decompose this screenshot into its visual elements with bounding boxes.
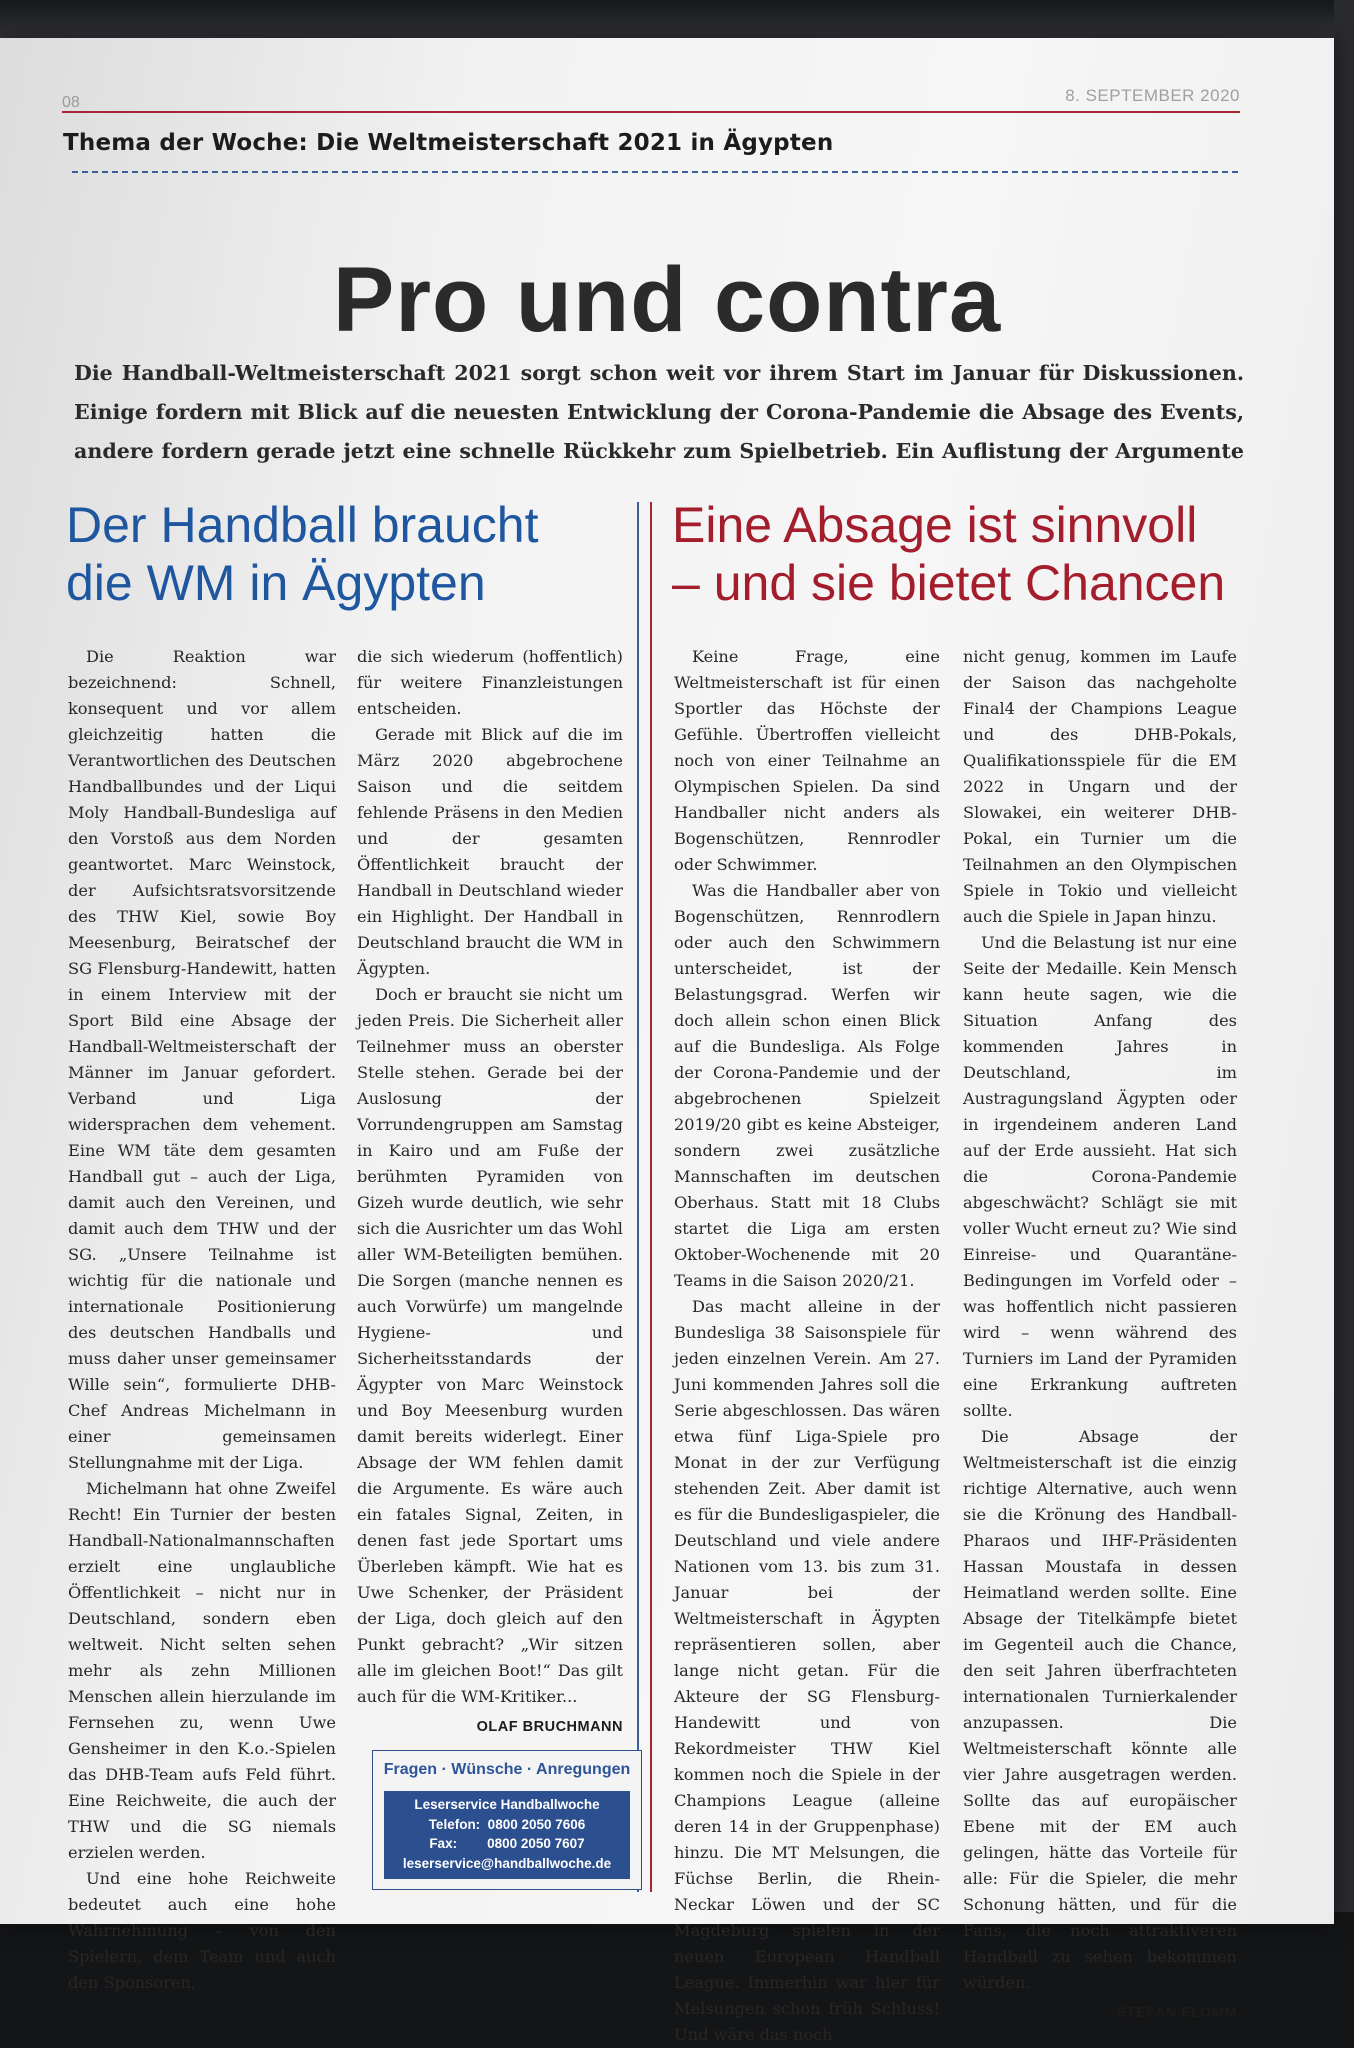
contra-author: STEFAN FLOMM xyxy=(1116,2005,1237,2021)
contra-headline-line: Eine Absage ist sinnvoll xyxy=(672,497,1198,553)
paragraph: Doch er braucht sie nicht um jeden Preis. Die Sicherheit aller Teilnehmer muss an oberster Stelle stehen. Gerade bei der Auslosung der Vorrundengruppen am Samstag in Kairo und am Fuße der berühmten Pyramiden von Gizeh wurde deutlich, wie sehr sich die Ausrichter um das Wohl aller WM-Beteiligten bemühen. Die Sorgen (manche nennen es auch Vorwürfe) um mangelnde Hygiene- und Sicherheitsstandards der Ägypter von Marc Weinstock und Boy Meesenburg wurden damit bereits widerlegt. Einer Absage der WM fehlen damit die Argumente. Es wäre auch ein fatales Signal, Zeiten, in denen fast jede Sportart ums Überleben kämpft. Wie hat es Uwe Schenker, der Präsident der Liga, doch gleich auf den Punkt gebracht? „Wir sitzen alle im gleichen Boot!“ Das gilt auch für die WM-Kritiker... xyxy=(357,985,623,1706)
paragraph: Was die Handballer aber von Bogenschützen, Rennrodlern oder auch den Schwimmern unterscheidet, ist der Belastungsgrad. Werfen wir doch allein schon einen Blick auf die Bundesliga. Als Folge der Corona-Pandemie und der abgebrochenen Spielzeit 2019/20 gibt es keine Absteiger, sondern zwei zusätzliche Mannschaften im deutschen Oberhaus. Statt mit 18 Clubs startet die Liga am ersten Oktober-Wochenende mit 20 Teams in die Saison 2020/21. xyxy=(674,881,940,1290)
reader-service-phone: Telefon: 0800 2050 7606 xyxy=(428,1816,586,1832)
pro-headline xyxy=(66,496,626,612)
contra-column-rule xyxy=(650,502,652,1892)
headline: Pro und contra xyxy=(332,249,1002,351)
issue-date: 8. SEPTEMBER 2020 xyxy=(1065,86,1240,105)
newspaper-page xyxy=(0,38,1334,2044)
monitor-bezel-right xyxy=(1334,0,1354,2048)
contra-headline-line: – und sie bietet Chancen xyxy=(672,555,1226,611)
pro-column-2 xyxy=(357,644,623,1740)
paragraph: Das macht alleine in der Bundesliga 38 Saisonspiele für jeden einzelnen Verein. Am 27. Juni kommenden Jahres soll die Serie abgeschlossen. Das wären etwa fünf Liga-Spiele pro Monat in der zur Verfügung stehenden Zeit. Aber damit ist es für die Bundesligaspieler, die Deutschland und viele andere Nationen vom 13. bis zum 31. Januar bei der Weltmeisterschaft in Ägypten repräsentieren sollen, aber lange nicht getan. Für die Akteure der SG Flensburg-Handewitt und von Rekordmeister THW Kiel kommen noch die Spiele in der Champions League (alleine deren 14 in der Gruppenphase) hinzu. Die MT Melsungen, die Füchse Berlin, die Rhein-Neckar Löwen und der SC Magdeburg spielen in der neuen European Handball League. Immerhin war hier für Melsungen schon früh Schluss! Und wäre das noch xyxy=(674,1297,940,2044)
contra-headline xyxy=(672,496,1262,612)
paragraph: Und die Belastung ist nur eine Seite der Medaille. Kein Mensch kann heute sagen, wie die Situation Anfang des kommenden Jahres in Deutschland, im Austragungsland Ägypten oder in irgendeinem anderen Land auf der Erde aussieht. Hat sich die Corona-Pandemie abgeschwächt? Schlägt sie mit voller Wucht erneut zu? Wie sind Einreise- und Quarantäne-Bedingungen im Vorfeld oder – was hoffentlich nicht passieren wird – wenn während des Turniers im Land der Pyramiden eine Erkrankung auftreten sollte. xyxy=(963,933,1237,1420)
paragraph: nicht genug, kommen im Laufe der Saison das nachgeholte Final4 der Champions League und des DHB-Pokals, Qualifikationsspiele für die EM 2022 in Ungarn und der Slowakei, ein weiterer DHB-Pokal, ein Turnier um die Teilnahmen an den Olympischen Spiele in Tokio und vielleicht auch die Spiele in Japan hinzu. xyxy=(963,647,1237,926)
paragraph: Gerade mit Blick auf die im März 2020 abgebrochene Saison und die seitdem fehlende Präsens in den Medien und der gesamten Öffentlichkeit braucht der Handball in Deutschland wieder ein Highlight. Der Handball in Deutschland braucht die WM in Ägypten. xyxy=(357,725,623,978)
dashed-divider xyxy=(72,171,1238,173)
page-number: 08 xyxy=(62,94,80,111)
pro-author: OLAF BRUCHMANN xyxy=(476,1719,623,1735)
intro-line: Die Handball-Weltmeisterschaft 2021 sorgt schon weit vor ihrem Start im Januar für Diskussionen. xyxy=(74,361,1244,385)
intro-line: andere fordern gerade jetzt eine schnelle Rückkehr zum Spielbetrieb. Ein Auflistung der Argumente xyxy=(74,439,1244,463)
reader-service-title: Fragen · Wünsche · Anregungen xyxy=(383,1761,631,1778)
reader-service-name: Leserservice Handballwoche xyxy=(414,1797,600,1812)
contra-column-1 xyxy=(674,644,940,2048)
reader-service-fax: Fax: 0800 2050 7607 xyxy=(429,1836,585,1851)
contra-column-2 xyxy=(963,644,1237,2026)
paragraph: Die Reaktion war bezeichnend: Schnell, konsequent und vor allem gleichzeitig hatten die Verantwortlichen des Deutschen Handballbundes und der Liqui Moly Handball-Bundesliga auf den Vorstoß aus dem Norden geantwortet. Marc Weinstock, der Aufsichtsratsvorsitzende des THW Kiel, sowie Boy Meesenburg, Beiratschef der SG Flensburg-Handewitt, hatten in einem Interview mit der Sport Bild eine Absage der Handball-Weltmeisterschaft der Männer im Januar gefordert. Verband und Liga widersprachen dem vehement. Eine WM täte dem gesamten Handball gut – auch der Liga, damit auch den Vereinen, und damit auch dem THW und der SG. „Unsere Teilnahme ist wichtig für die nationale und internationale Positionierung des deutschen Handballs und muss daher unser gemeinsamer Wille sein“, formulierte DHB-Chef Andreas Michelmann in einer gemeinsamen Stellungnahme mit der Liga. xyxy=(68,647,336,1472)
paragraph: die sich wiederum (hoffentlich) für weitere Finanzleistungen entscheiden. xyxy=(357,647,623,718)
pro-headline-line: Der Handball braucht xyxy=(66,497,539,553)
intro-paragraph xyxy=(74,354,1244,471)
pro-column-1 xyxy=(68,644,336,1996)
reader-service-contact xyxy=(384,1791,630,1879)
section-title: Thema der Woche: Die Weltmeisterschaft 2021 in Ägypten xyxy=(63,130,834,156)
intro-line: Einige fordern mit Blick auf die neuesten Entwicklung der Corona-Pandemie die Absage des Events, xyxy=(74,400,1244,424)
reader-service-email: leserservice@handballwoche.de xyxy=(402,1855,612,1871)
paragraph: Michelmann hat ohne Zweifel Recht! Ein Turnier der besten Handball-Nationalmannschaften erzielt eine unglaubliche Öffentlichkeit – nicht nur in Deutschland, sondern eben weltweit. Nicht selten sehen mehr als zehn Millionen Menschen allein hierzulande im Fernsehen zu, wenn Uwe Gensheimer in den K.o.-Spielen das DHB-Team aufs Feld führt. Eine Reichweite, die auch der THW und die SG niemals erzielen werden. xyxy=(68,1479,336,1862)
header-rule xyxy=(62,111,1240,113)
paragraph: Und eine hohe Reichweite bedeutet auch eine hohe Wahrnehmung – von den Spielern, dem Team und auch den Sponsoren, xyxy=(68,1869,336,1992)
reader-service-box xyxy=(372,1750,642,1890)
pro-headline-line: die WM in Ägypten xyxy=(66,555,486,611)
pro-column-rule xyxy=(637,502,639,1892)
paragraph: Die Absage der Weltmeisterschaft ist die einzig richtige Alternative, auch wenn sie die Krönung des Handball-Pharaos und IHF-Präsidenten Hassan Moustafa in dessen Heimatland werden sollte. Eine Absage der Titelkämpfe bietet im Gegenteil auch die Chance, den seit Jahren überfrachteten internationalen Turnierkalender anzupassen. Die Weltmeisterschaft könnte alle vier Jahre ausgetragen werden. Sollte das auf europäischer Ebene mit der EM auch gelingen, hätte das Vorteile für alle: Für die Spieler, die mehr Schonung hätten, und für die Fans, die noch attraktiveren Handball zu sehen bekommen würden. xyxy=(963,1427,1237,1992)
paragraph: Keine Frage, eine Weltmeisterschaft ist für einen Sportler das Höchste der Gefühle. Übertroffen vielleicht noch von einer Teilnahme an Olympischen Spielen. Da sind Handballer nicht anders als Bogenschützen, Rennrodler oder Schwimmer. xyxy=(674,647,940,874)
